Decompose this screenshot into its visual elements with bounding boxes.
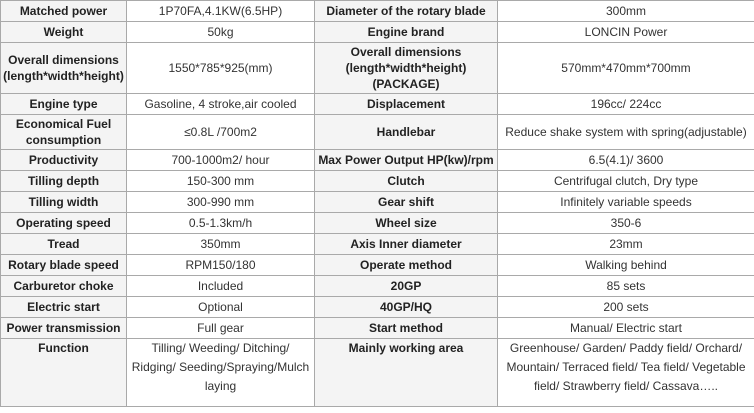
spec-value-text: 196cc/ 224cc — [590, 97, 662, 111]
spec-value — [498, 192, 754, 213]
spec-value-text: 570mm*470mm*700mm — [561, 61, 691, 75]
spec-value-text: 350mm — [200, 237, 241, 251]
spec-label — [1, 213, 127, 234]
spec-label-text: Clutch — [387, 174, 425, 188]
spec-value — [127, 115, 315, 150]
spec-label — [1, 115, 127, 150]
spec-row — [1, 22, 754, 43]
spec-table-body — [1, 1, 754, 407]
spec-value-text: 300-990 mm — [186, 195, 255, 209]
spec-label-text: Engine brand — [367, 25, 445, 39]
spec-value — [127, 234, 315, 255]
spec-label — [1, 171, 127, 192]
spec-label — [1, 297, 127, 318]
spec-value — [127, 213, 315, 234]
spec-value — [127, 94, 315, 115]
spec-value-text: Walking behind — [585, 258, 667, 272]
spec-row — [1, 171, 754, 192]
spec-value-text: Optional — [198, 300, 243, 314]
spec-label — [315, 150, 498, 171]
spec-label-text: Max Power Output HP(kw)/rpm — [318, 153, 494, 167]
spec-label-text: Carburetor choke — [13, 279, 114, 293]
spec-value — [127, 22, 315, 43]
spec-label — [1, 255, 127, 276]
spec-row — [1, 150, 754, 171]
spec-row — [1, 276, 754, 297]
spec-label — [1, 1, 127, 22]
spec-value-text: 350-6 — [610, 216, 642, 230]
spec-value — [127, 318, 315, 339]
spec-label-text: Displacement — [366, 97, 446, 111]
spec-value — [498, 234, 754, 255]
spec-label — [1, 150, 127, 171]
spec-value — [127, 171, 315, 192]
spec-value-text: 1P70FA,4.1KW(6.5HP) — [158, 4, 283, 18]
spec-label-text: Operate method — [359, 258, 452, 272]
spec-row — [1, 234, 754, 255]
spec-value — [498, 1, 754, 22]
spec-value-text: 1550*785*925(mm) — [168, 61, 273, 75]
spec-value — [127, 255, 315, 276]
spec-value-text: Reduce shake system with spring(adjustable) — [505, 125, 747, 139]
spec-value-text: 300mm — [605, 4, 646, 18]
spec-label — [315, 276, 498, 297]
spec-value-text: Full gear — [197, 321, 244, 335]
spec-label — [1, 43, 127, 94]
spec-value-text: 200 sets — [603, 300, 649, 314]
spec-label — [315, 115, 498, 150]
spec-label-text: Tilling width — [28, 195, 99, 209]
spec-label — [315, 297, 498, 318]
spec-value-text: Gasoline, 4 stroke,air cooled — [144, 97, 297, 111]
spec-value-text: 0.5-1.3km/h — [188, 216, 253, 230]
spec-label — [1, 234, 127, 255]
spec-value — [498, 171, 754, 192]
spec-label — [1, 276, 127, 297]
spec-label — [315, 1, 498, 22]
spec-value-text: Included — [197, 279, 244, 293]
spec-value — [498, 115, 754, 150]
spec-row — [1, 1, 754, 22]
spec-value-text: 23mm — [609, 237, 643, 251]
spec-value — [127, 297, 315, 318]
spec-label-text: 40GP/HQ — [379, 300, 433, 314]
spec-label — [1, 318, 127, 339]
spec-row — [1, 115, 754, 150]
spec-label-text: Engine type — [29, 97, 98, 111]
spec-value — [498, 339, 754, 407]
spec-label-text: 20GP — [390, 279, 422, 293]
spec-value-text: 50kg — [207, 25, 234, 39]
spec-value-text: LONCIN Power — [584, 25, 668, 39]
spec-value — [498, 213, 754, 234]
spec-value-text: RPM150/180 — [185, 258, 256, 272]
spec-value — [127, 43, 315, 94]
spec-value — [127, 192, 315, 213]
spec-row — [1, 318, 754, 339]
spec-label-text: Productivity — [28, 153, 99, 167]
spec-value-text: Greenhouse/ Garden/ Paddy field/ Orchard/ Mountain/ Terraced field/ Tea field/ Vegetable field/ Strawberry field/ Cassava….. — [506, 341, 746, 393]
spec-label-text: Tread — [47, 237, 80, 251]
spec-value — [498, 22, 754, 43]
spec-row — [1, 94, 754, 115]
spec-label — [315, 234, 498, 255]
spec-label-text: Overall dimensions (length*width*height) (PACKAGE) — [345, 45, 467, 91]
spec-label-text: Tilling depth — [27, 174, 100, 188]
spec-label-text: Economical Fuel consumption — [15, 117, 112, 147]
spec-label-text: Operating speed — [16, 216, 111, 230]
spec-label — [315, 213, 498, 234]
spec-label-text: Start method — [368, 321, 443, 335]
spec-label-text: Electric start — [27, 300, 100, 314]
spec-label-text: Overall dimensions (length*width*height) — [3, 53, 124, 83]
spec-label — [315, 94, 498, 115]
spec-value — [498, 276, 754, 297]
spec-label — [315, 171, 498, 192]
spec-label — [315, 255, 498, 276]
spec-label — [315, 339, 498, 407]
spec-label-text: Handlebar — [376, 125, 436, 139]
spec-value-text: Tilling/ Weeding/ Ditching/ Ridging/ Seeding/Spraying/Mulch laying — [131, 341, 310, 393]
spec-value-text: Centrifugal clutch, Dry type — [553, 174, 699, 188]
spec-label-text: Gear shift — [377, 195, 434, 209]
spec-value-text: 150-300 mm — [186, 174, 255, 188]
spec-row — [1, 297, 754, 318]
spec-label — [315, 22, 498, 43]
spec-label — [315, 192, 498, 213]
spec-value — [498, 150, 754, 171]
spec-label — [1, 192, 127, 213]
spec-value — [127, 150, 315, 171]
spec-row — [1, 192, 754, 213]
spec-value-text: Infinitely variable speeds — [560, 195, 692, 209]
spec-value — [127, 1, 315, 22]
spec-value — [127, 276, 315, 297]
spec-value — [127, 339, 315, 407]
spec-label — [315, 43, 498, 94]
spec-label-text: Weight — [43, 25, 84, 39]
spec-label-text: Diameter of the rotary blade — [326, 4, 486, 18]
spec-label-text: Axis Inner diameter — [350, 237, 462, 251]
spec-label-text: Function — [38, 341, 89, 355]
spec-row — [1, 339, 754, 407]
spec-label — [1, 22, 127, 43]
spec-value-text: Manual/ Electric start — [569, 321, 683, 335]
spec-label — [1, 339, 127, 407]
spec-label-text: Rotary blade speed — [8, 258, 119, 272]
spec-label — [1, 94, 127, 115]
spec-value — [498, 318, 754, 339]
spec-label-text: Wheel size — [375, 216, 437, 230]
spec-label — [315, 318, 498, 339]
spec-label-text: Mainly working area — [348, 341, 464, 355]
spec-row — [1, 213, 754, 234]
spec-value — [498, 297, 754, 318]
spec-row — [1, 43, 754, 94]
spec-value — [498, 43, 754, 94]
spec-label-text: Matched power — [19, 4, 108, 18]
spec-value — [498, 255, 754, 276]
spec-value-text: 6.5(4.1)/ 3600 — [588, 153, 664, 167]
spec-row — [1, 255, 754, 276]
spec-value-text: 85 sets — [606, 279, 646, 293]
spec-label-text: Power transmission — [6, 321, 121, 335]
spec-value-text: ≤0.8L /700m2 — [184, 125, 257, 139]
spec-value — [498, 94, 754, 115]
spec-value-text: 700-1000m2/ hour — [171, 153, 270, 167]
